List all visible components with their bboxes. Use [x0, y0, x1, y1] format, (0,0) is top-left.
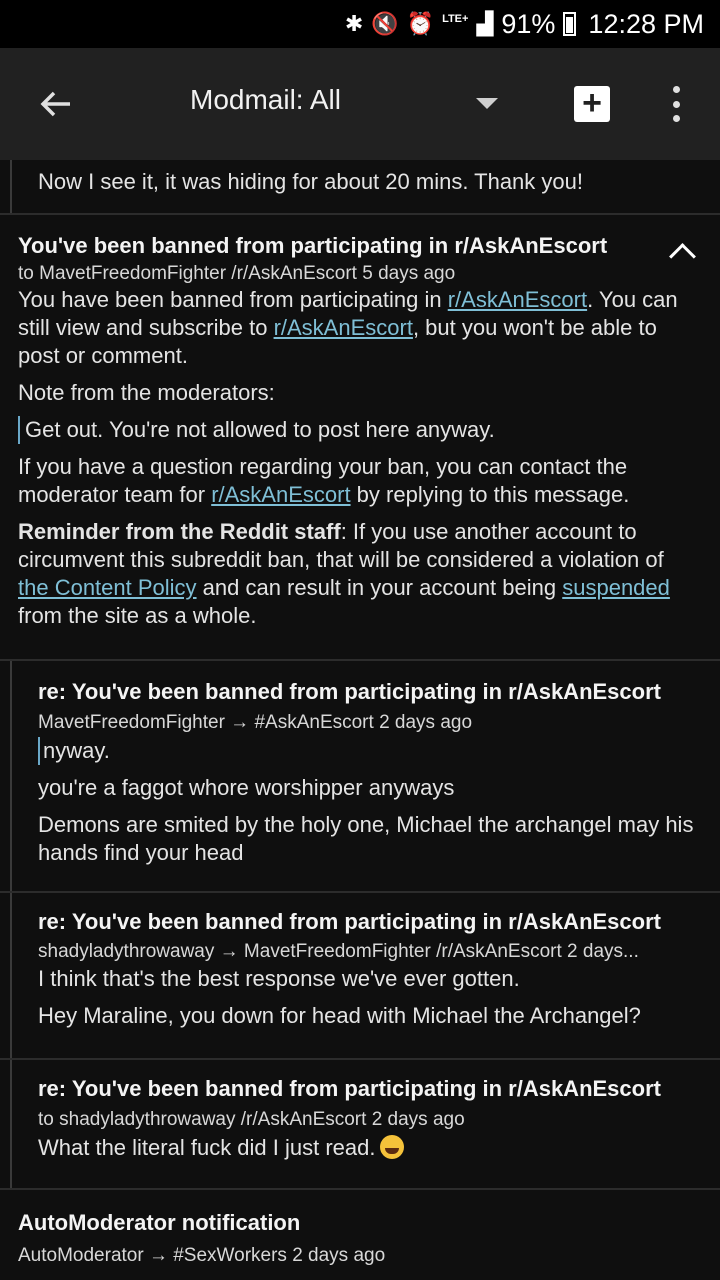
message-thread: [0, 160, 720, 1280]
message-title: re: You've been banned from participating in r/AskAnEscort: [38, 679, 661, 704]
message-body: Demons are smited by the holy one, Michael the archangel may his hands find your head: [38, 812, 694, 865]
thread-indent-line: [10, 893, 12, 1058]
message-partial[interactable]: [0, 160, 720, 215]
app-bar: [0, 48, 720, 160]
message-meta: to MavetFreedomFighter /r/AskAnEscort 5 days ago: [18, 263, 456, 284]
bluetooth-icon: ✱: [344, 11, 364, 36]
quoted-text: nyway.: [38, 737, 704, 765]
text: from the site as a whole.: [18, 603, 257, 628]
content-policy-link[interactable]: the Content Policy: [18, 575, 197, 600]
battery-icon: [563, 12, 576, 36]
message-paragraph: [18, 286, 700, 370]
text: What the literal fuck did I just read.: [38, 1135, 376, 1160]
message-body: [38, 1134, 704, 1162]
clock: 12:28 PM: [588, 8, 704, 39]
thread-indent-line: [10, 661, 12, 891]
subreddit-link[interactable]: r/AskAnEscort: [273, 315, 413, 340]
thread-indent-line: [10, 160, 12, 213]
text: You have been banned from participating in: [18, 287, 448, 312]
text: . You can still view and subscribe to: [18, 287, 678, 340]
message-reply[interactable]: [0, 1060, 720, 1190]
message-title: re: You've been banned from participating in r/AskAnEscort: [38, 909, 661, 934]
page-title[interactable]: Modmail: All: [190, 84, 341, 115]
message-body: you're a faggot whore worshipper anyways: [38, 775, 455, 800]
subreddit-link[interactable]: r/AskAnEscort: [211, 482, 351, 507]
message-body: I think that's the best response we've ever gotten.: [38, 966, 520, 991]
text: If you have a question regarding your ban, you can contact the moderator team for: [18, 454, 628, 507]
message-meta: MavetFreedomFighter → #AskAnEscort 2 days ago: [38, 712, 473, 733]
message-paragraph: [18, 453, 700, 509]
message-title: re: You've been banned from participating in r/AskAnEscort: [38, 1076, 661, 1101]
suspended-link[interactable]: suspended: [562, 575, 670, 600]
message-ban-notice[interactable]: [0, 215, 720, 661]
text: and can result in your account being: [196, 575, 563, 600]
mute-icon: 🔇: [371, 11, 399, 36]
text: by replying to this message.: [350, 482, 630, 507]
message-meta: AutoModerator → #SexWorkers 2 days ago: [18, 1245, 386, 1266]
message-reply[interactable]: [0, 661, 720, 893]
message-reply[interactable]: [0, 893, 720, 1060]
message-automod[interactable]: [0, 1190, 720, 1280]
thread-indent-line: [10, 1060, 12, 1188]
text: : If you use another account to circumvent this subreddit ban, that will be considered a violation of: [18, 519, 664, 572]
network-type: LTE+: [442, 12, 469, 25]
back-arrow-icon[interactable]: [36, 84, 76, 124]
subreddit-link[interactable]: r/AskAnEscort: [447, 287, 588, 312]
status-bar: [0, 0, 720, 48]
alarm-icon: ⏰: [406, 11, 435, 36]
message-body: Now I see it, it was hiding for about 20 mins. Thank you!: [38, 169, 583, 194]
message-meta: to shadyladythrowaway /r/AskAnEscort 2 days ago: [38, 1109, 465, 1130]
message-title: AutoModerator notification: [18, 1210, 301, 1235]
message-paragraph: [18, 518, 700, 630]
reminder-heading: Reminder from the Reddit staff: [18, 519, 341, 544]
message-title: You've been banned from participating in r/AskAnEscort: [18, 233, 608, 258]
compose-plus-icon[interactable]: +: [574, 86, 610, 122]
laughing-emoji-icon: [380, 1135, 404, 1159]
moderator-note-quote: Get out. You're not allowed to post here anyway.: [18, 416, 700, 444]
more-options-icon[interactable]: [666, 86, 686, 122]
message-body: Hey Maraline, you down for head with Michael the Archangel?: [38, 1003, 641, 1028]
text: , but you won't be able to post or comment.: [18, 315, 657, 368]
signal-icon: ▟: [476, 11, 494, 36]
message-meta: shadyladythrowaway → MavetFreedomFighter /r/AskAnEscort 2 days...: [38, 941, 639, 962]
battery-percent: 91%: [501, 8, 556, 39]
dropdown-arrow-icon[interactable]: [476, 98, 498, 109]
note-label: Note from the moderators:: [18, 380, 275, 405]
